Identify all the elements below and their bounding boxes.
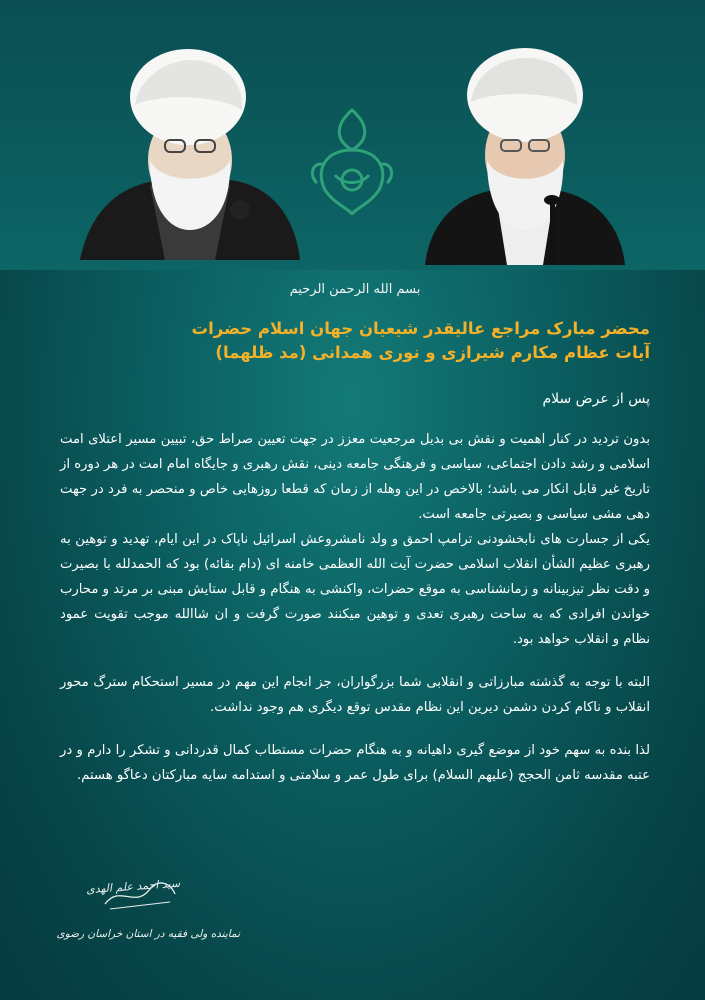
signature-name: سید احمد علم الهدی <box>85 876 181 897</box>
paragraph-2: یکی از جسارت های نابخشودنی ترامپ احمق و ولد نامشروعش اسرائیل ناپاک در این ایام، تهدید و توهین به رهبری عظیم الشأن انقلاب اسلامی حضرت آیت الله العظمی خامنه ای (دام بقائه) بود که الحمدلله با بصیرت و دقت نظر تیزبینانه و زمانشناسی به موقع حضرات، واکنشی به هنگام و قابل ستایش مبنی بر مرتد و محارب خواندن افرادی که به ساحت رهبری تعدی و توهین میکنند صورت گرفت و ان شاالله موجب تقویت عمود نظام و انقلاب خواهد بود. <box>60 532 650 647</box>
greeting: پس از عرض سلام <box>542 391 650 407</box>
addressee-line-2: آیات عظام مکارم شیرازی و نوری همدانی (مد ظلهما) <box>215 343 650 362</box>
paragraph-3: البته با توجه به گذشته مبارزاتی و انقلابی شما بزرگواران، جز انجام این مهم در مسیر استحکام سترگ محور انقلاب و ناکام کردن دشمن دیرین این نظام مقدس توقع دیگری هم وجود نداشت. <box>60 675 650 715</box>
paragraph-1: بدون تردید در کنار اهمیت و نقش بی بدیل مرجعیت معزز در جهت تعیین صراط حق، تبیین مسیر اعتلای امت اسلامی و رشد دادن اجتماعی، سیاسی و فرهنگی جامعه دینی، نقش رهبری و جایگاه امام امت در هر دوره از تاریخ غیر قابل انکار می باشد؛ بالاخص در این وهله از زمان که قطعا روزهایی خاص و منحصر به فرد در جهت دهی مشی سیاسی و بصیرتی جامعه است. <box>60 432 650 522</box>
islamic-floral-ornament-icon <box>305 105 400 224</box>
addressee-line-1: محضر مبارک مراجع عالیقدر شیعیان جهان اسلام حضرات <box>191 319 650 338</box>
left-portrait <box>80 35 300 260</box>
header-photo-banner <box>0 0 705 270</box>
paragraph-4: لذا بنده به سهم خود از موضع گیری داهیانه و به هنگام حضرات مستطاب کمال قدردانی و تشکر را دارم و در عتبه مقدسه ثامن الحجج (علیهم السلام) برای طول عمر و سلامتی و استدامه سایه مبارکتان دعاگو هستم. <box>60 743 650 783</box>
basmala: بسم الله الرحمن الرحیم <box>289 282 421 297</box>
letter-body <box>60 282 650 788</box>
signature-flourish-icon <box>100 874 180 914</box>
signature-block <box>40 876 240 955</box>
signature-title: نماینده ولی فقیه در استان خراسان رضوی <box>56 928 240 940</box>
right-portrait <box>425 30 625 265</box>
